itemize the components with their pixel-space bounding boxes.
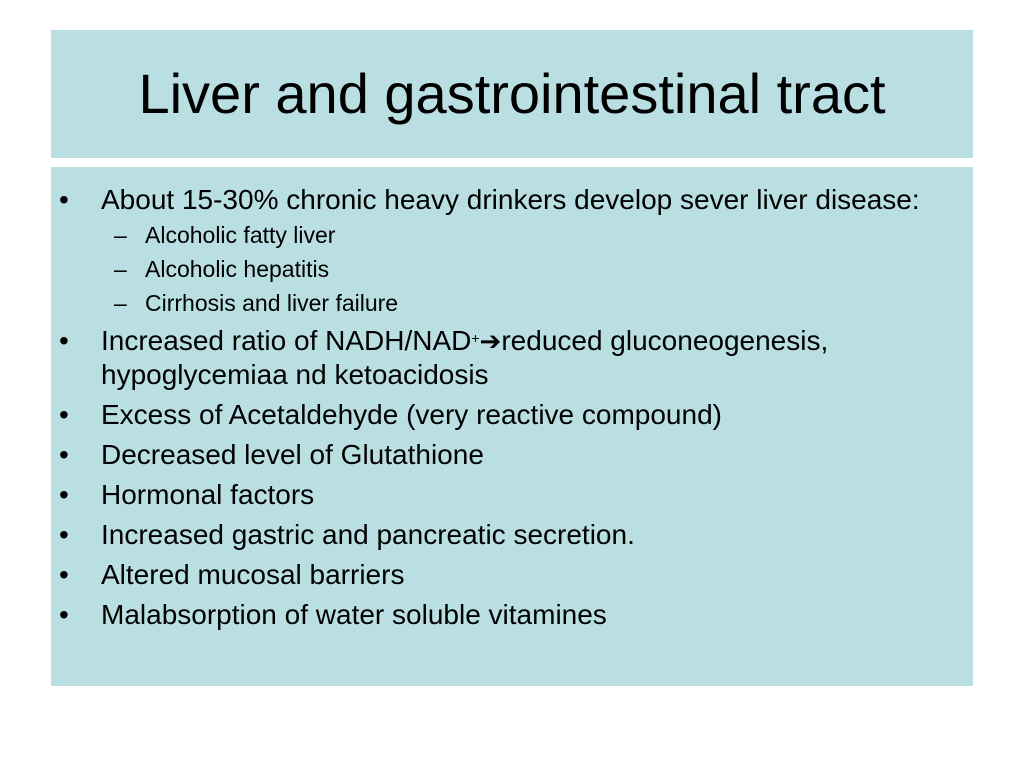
bullet-item [51, 518, 973, 551]
slide-title: Liver and gastrointestinal tract [138, 62, 886, 125]
dash-icon: – [114, 256, 127, 282]
bullet-text: Malabsorption of water soluble vitamines [101, 599, 607, 630]
bullet-list [51, 183, 973, 638]
right-arrow-icon: ➔ [479, 326, 502, 356]
bullet-item [51, 398, 973, 431]
bullet-item [51, 598, 973, 631]
bullet-text: Increased gastric and pancreatic secretion. [101, 519, 635, 550]
sub-bullet-text: Alcoholic hepatitis [145, 256, 330, 282]
bullet-icon: • [59, 599, 69, 630]
bullet-text: Decreased level of Glutathione [101, 439, 484, 470]
bullet-text-part: reduced gluconeogenesis, hypoglycemiaa nd ketoacidosis [101, 325, 829, 390]
bullet-icon: • [59, 399, 69, 430]
dash-icon: – [114, 222, 127, 248]
bullet-text: Excess of Acetaldehyde (very reactive compound) [101, 399, 722, 430]
bullet-text: Hormonal factors [101, 479, 315, 510]
bullet-icon: • [59, 325, 69, 356]
bullet-item [51, 558, 973, 591]
bullet-icon: • [59, 519, 69, 550]
sub-bullet-text: Cirrhosis and liver failure [145, 290, 399, 316]
title-box [51, 30, 973, 158]
sub-bullet-item [101, 290, 965, 316]
bullet-icon: • [59, 184, 69, 215]
sub-bullet-item [101, 222, 965, 248]
bullet-item [51, 183, 973, 316]
sub-bullet-item [101, 256, 965, 282]
bullet-icon: • [59, 559, 69, 590]
sub-bullet-text: Alcoholic fatty liver [145, 222, 336, 248]
bullet-text: Altered mucosal barriers [101, 559, 405, 590]
content-box [51, 167, 973, 686]
bullet-icon: • [59, 439, 69, 470]
bullet-text-part: Increased ratio of NADH/NAD [101, 325, 472, 356]
bullet-text: About 15-30% chronic heavy drinkers develop sever liver disease: [101, 184, 920, 215]
bullet-item [51, 478, 973, 511]
bullet-item [51, 438, 973, 471]
bullet-item [51, 324, 973, 391]
sub-bullet-list [101, 222, 965, 316]
bullet-icon: • [59, 479, 69, 510]
dash-icon: – [114, 290, 127, 316]
superscript-plus: + [471, 330, 480, 346]
